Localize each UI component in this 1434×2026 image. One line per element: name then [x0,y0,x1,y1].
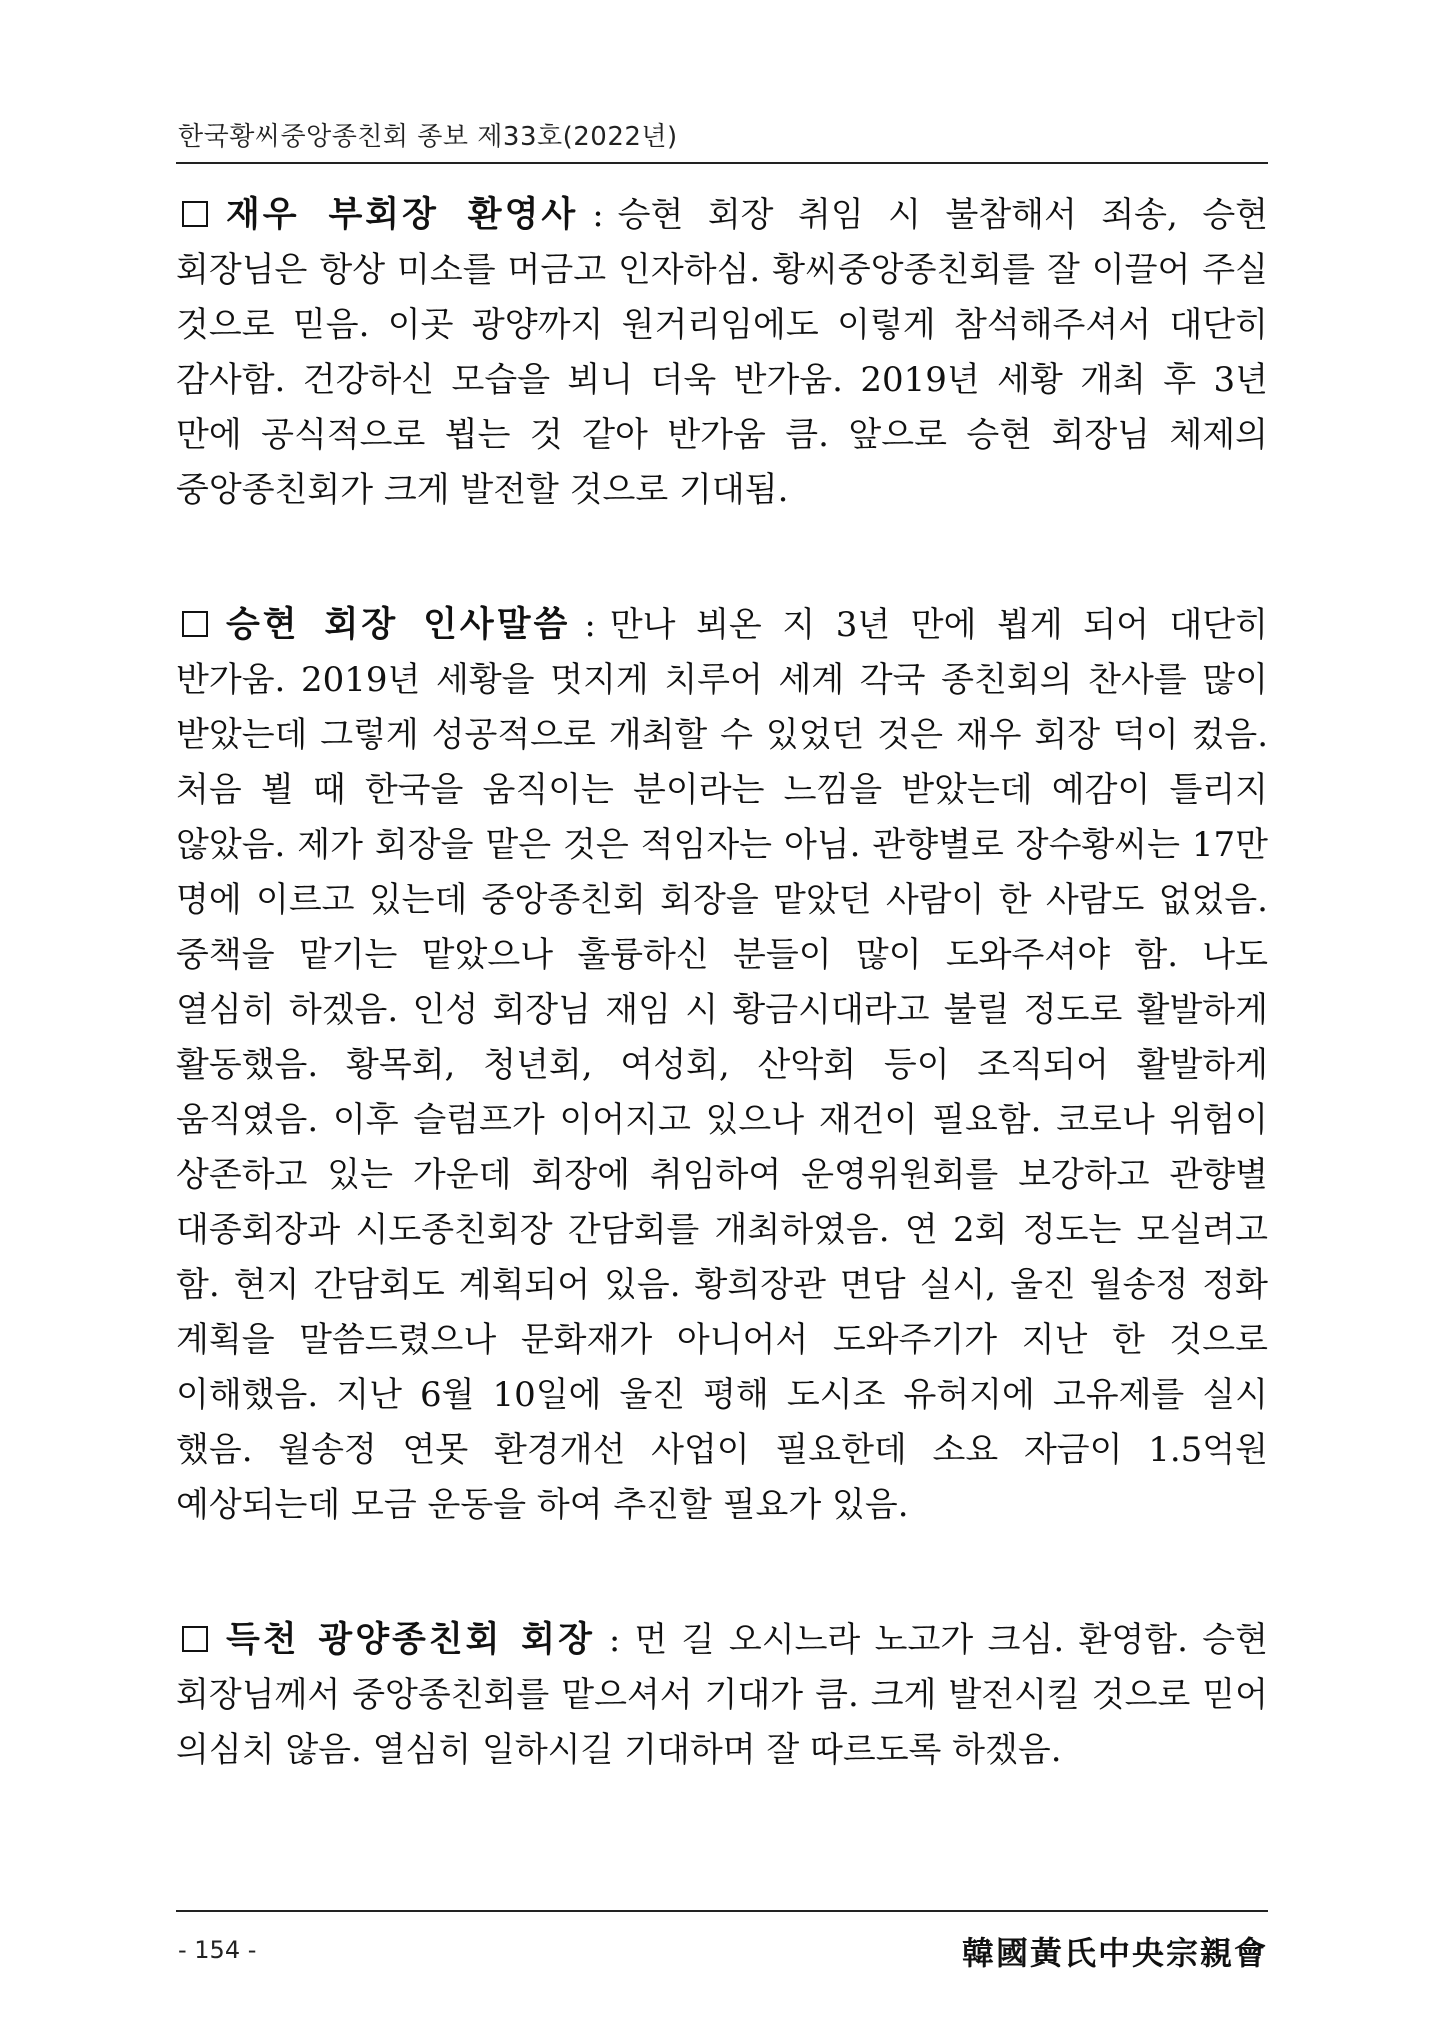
section-text: 만나 뵈온 지 3년 만에 뵙게 되어 대단히 반가움. 2019년 세황을 멋지게 치루어 세계 각국 종친회의 찬사를 많이 받았는데 그렇게 성공적으로 개최할 수 있었던 것은 재우 회장 덕이 컸음. 처음 뵐 때 한국을 움직이는 분이라는 느낌을 받았는데 예감이 틀리지 않았음. 제가 회장을 맡은 것은 적임자는 아님. 관향별로 장수황씨는 17만 명에 이르고 있는데 중앙종친회 회장을 맡았던 사람이 한 사람도 없었음. 중책을 맡기는 맡았으나 훌륭하신 분들이 많이 도와주셔야 함. 나도 열심히 하겠음. 인성 회장님 재임 시 황금시대라고 불릴 정도로 활발하게 활동했음. 황목회, 청년회, 여성회, 산악회 등이 조직되어 활발하게 움직였음. 이후 슬럼프가 이어지고 있으나 재건이 필요함. 코로나 위험이 상존하고 있는 가운데 회장에 취임하여 운영위원회를 보강하고 관향별 대종회장과 시도종친회장 간담회를 개최하였음. 연 2회 정도는 모실려고 함. 현지 간담회도 계획되어 있음. 황희장관 면담 실시, 울진 월송정 정화 계획을 말씀드렸으나 문화재가 아니어서 도와주기가 지난 한 것으로 이해했음. 지난 6월 10일에 울진 평해 도시조 유허지에 고유제를 실시 했음. 월송정 연못 환경개선 사업이 필요한데 소요 자금이 1.5억원 예상되는데 모금 운동을 하여 추진할 필요가 있음. [176,605,1268,1525]
section-text: 먼 길 오시느라 노고가 크심. 환영함. 승현 회장님께서 중앙종친회를 맡으셔서 기대가 큼. 크게 발전시킬 것으로 믿어 의심치 않음. 열심히 일하시길 기대하며 잘 따르도록 하겠음. [176,1620,1268,1770]
section-vice-president-welcome [176,188,1268,518]
section-gwangyang-president [176,1613,1268,1778]
page-header [176,112,1268,164]
publication-title: 한국황씨중앙종친회 종보 제33호(2022년) [178,122,678,152]
section-heading: 득천 광양종친회 회장 [226,1620,595,1660]
separator: : [584,605,596,645]
page-number: - 154 - [178,1936,257,1964]
page-footer [176,1910,1268,1972]
separator: : [592,195,604,235]
checkbox-icon [182,201,208,227]
separator: : [608,1620,621,1660]
section-president-greeting [176,598,1268,1533]
checkbox-icon [182,1626,208,1652]
organization-name: 韓國黃氏中央宗親會 [961,1934,1268,1972]
document-body [176,188,1268,1778]
section-heading: 승현 회장 인사말씀 [226,605,571,645]
section-heading: 재우 부회장 환영사 [226,195,579,235]
section-text: 승현 회장 취임 시 불참해서 죄송, 승현 회장님은 항상 미소를 머금고 인자하심. 황씨중앙종친회를 잘 이끌어 주실 것으로 믿음. 이곳 광양까지 원거리임에도 이렇게 참석해주셔서 대단히 감사함. 건강하신 모습을 뵈니 더욱 반가움. 2019년 세황 개최 후 3년 만에 공식적으로 뵙는 것 같아 반가움 큼. 앞으로 승현 회장님 체제의 중앙종친회가 크게 발전할 것으로 기대됨. [176,195,1269,510]
checkbox-icon [182,611,208,637]
